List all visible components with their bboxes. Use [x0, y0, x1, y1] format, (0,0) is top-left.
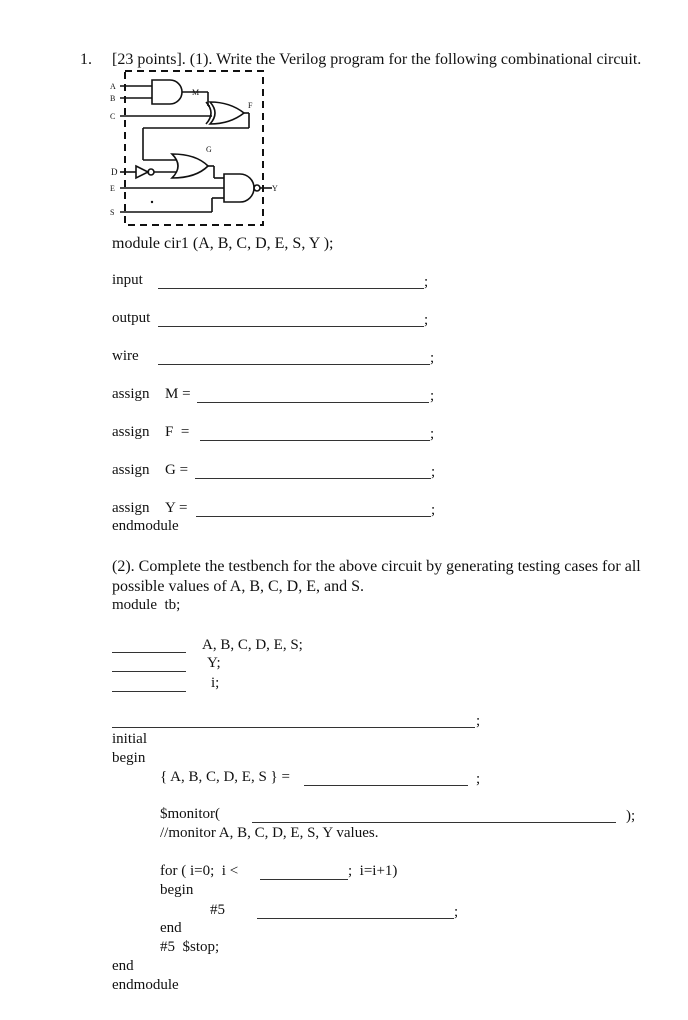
assign-m-prefix: M =: [165, 386, 191, 402]
input-label-e: E: [110, 184, 115, 193]
assign-y-prefix: Y =: [165, 500, 188, 516]
for-limit-blank[interactable]: [260, 879, 348, 880]
wire-semicolon: ;: [430, 350, 435, 366]
monitor-comment: //monitor A, B, C, D, E, S, Y values.: [160, 825, 379, 841]
monitor-open: $monitor(: [160, 806, 220, 822]
extra-decl-blank[interactable]: [112, 727, 475, 728]
assign-f-keyword: assign: [112, 424, 150, 440]
output-semicolon: ;: [424, 312, 429, 328]
not-gate: [136, 166, 148, 178]
concat-assign: { A, B, C, D, E, S } =: [160, 769, 290, 785]
assign-m-semicolon: ;: [430, 388, 435, 404]
initial-keyword: initial: [112, 731, 147, 747]
delay-statement: #5: [210, 902, 225, 918]
for-end-keyword: end: [160, 920, 182, 936]
for-begin-keyword: begin: [160, 882, 194, 898]
input-blank[interactable]: [158, 288, 424, 289]
assign-y-blank[interactable]: [196, 516, 431, 517]
monitor-close: );: [626, 808, 636, 824]
decl-type-blank-2[interactable]: [112, 671, 186, 672]
input-label-s: S: [110, 208, 115, 217]
circuit-diagram: [108, 68, 278, 228]
assign-g-semicolon: ;: [431, 464, 436, 480]
question-number: 1.: [80, 51, 92, 68]
for-open: for ( i=0; i <: [160, 863, 239, 879]
input-label-b: B: [110, 94, 116, 103]
output-blank[interactable]: [158, 326, 424, 327]
xor-gate-f: [210, 102, 244, 124]
decl-vars-2: Y;: [207, 655, 221, 671]
output-keyword: output: [112, 310, 151, 326]
assign-y-semicolon: ;: [431, 502, 436, 518]
decl-type-blank-1[interactable]: [112, 652, 186, 653]
extra-decl-semicolon: ;: [476, 713, 481, 729]
wire-keyword: wire: [112, 348, 139, 364]
question-header: [23 points]. (1). Write the Verilog program for the following combinational circuit.: [112, 51, 642, 68]
endmodule-1: endmodule: [112, 518, 179, 534]
input-keyword: input: [112, 272, 143, 288]
wire-blank[interactable]: [158, 364, 430, 365]
and-gate-m: [152, 80, 182, 104]
wire-label-m: M: [192, 88, 200, 97]
tb-module-declaration: module tb;: [112, 597, 181, 613]
assign-f-blank[interactable]: [200, 440, 430, 441]
decl-vars-3: i;: [211, 675, 220, 691]
assign-m-keyword: assign: [112, 386, 150, 402]
concat-semicolon: ;: [476, 771, 481, 787]
monitor-blank[interactable]: [252, 822, 616, 823]
part2-prompt-line2: possible values of A, B, C, D, E, and S.: [112, 578, 364, 595]
for-close: ; i=i+1): [348, 863, 398, 879]
input-semicolon: ;: [424, 274, 429, 290]
assign-m-blank[interactable]: [197, 402, 429, 403]
wire-label-f: F: [248, 101, 253, 110]
input-label-d: D: [111, 167, 118, 177]
wire-label-g: G: [206, 145, 212, 154]
endmodule-2: endmodule: [112, 977, 179, 993]
part2-prompt-line1: (2). Complete the testbench for the above circuit by generating testing cases for all: [112, 558, 641, 575]
decl-type-blank-3[interactable]: [112, 691, 186, 692]
input-label-a: A: [110, 82, 116, 91]
assign-f-prefix: F =: [165, 424, 190, 440]
assign-f-semicolon: ;: [430, 426, 435, 442]
or-gate-g: [172, 154, 208, 178]
concat-blank[interactable]: [304, 785, 468, 786]
decl-vars-1: A, B, C, D, E, S;: [202, 637, 303, 653]
end-keyword: end: [112, 958, 134, 974]
assign-y-keyword: assign: [112, 500, 150, 516]
nand-gate-y: [224, 174, 254, 202]
module-declaration: module cir1 (A, B, C, D, E, S, Y );: [112, 235, 334, 252]
output-label-y: Y: [272, 184, 278, 193]
begin-keyword: begin: [112, 750, 146, 766]
assign-g-keyword: assign: [112, 462, 150, 478]
assign-g-prefix: G =: [165, 462, 189, 478]
loop-body-blank[interactable]: [257, 918, 454, 919]
loop-body-semicolon: ;: [454, 904, 459, 920]
stop-statement: #5 $stop;: [160, 939, 220, 955]
assign-g-blank[interactable]: [195, 478, 431, 479]
input-label-c: C: [110, 112, 116, 121]
